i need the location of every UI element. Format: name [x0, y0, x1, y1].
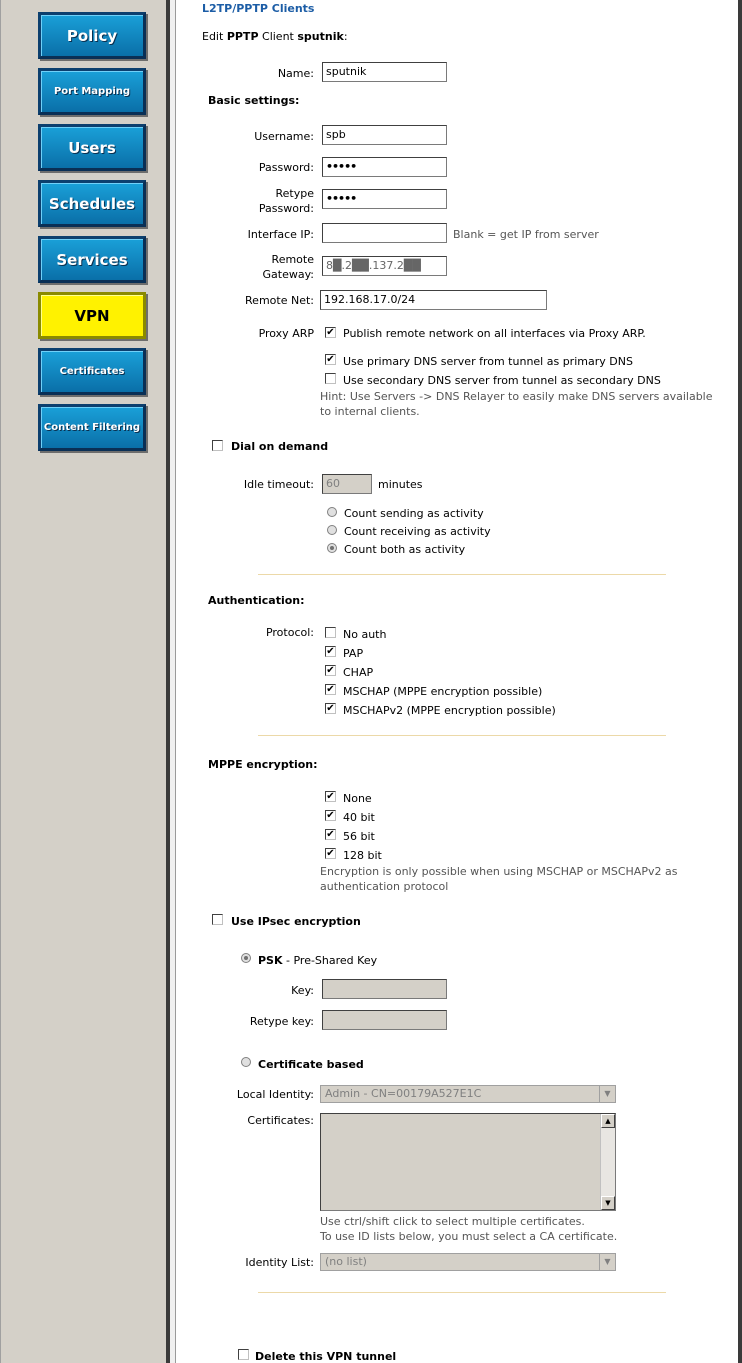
idle-timeout-unit: minutes: [378, 478, 423, 491]
scroll-up-icon[interactable]: ▲: [601, 1114, 615, 1128]
edit-name: sputnik: [297, 30, 344, 43]
remote-gateway-label-2: Gateway:: [262, 268, 314, 281]
nav-schedules-button[interactable]: Schedules: [38, 180, 146, 227]
username-input[interactable]: spb: [322, 125, 447, 145]
secondary-dns-checkbox[interactable]: [325, 373, 336, 384]
count-sending-label: Count sending as activity: [344, 507, 484, 520]
delete-tunnel-checkbox[interactable]: [238, 1349, 249, 1360]
divider: [258, 735, 666, 736]
count-both-label: Count both as activity: [344, 543, 466, 556]
certificates-hint-line-2: To use ID lists below, you must select a CA certificate.: [320, 1230, 618, 1243]
certificate-based-radio[interactable]: [241, 1057, 251, 1067]
dial-on-demand-heading: Dial on demand: [231, 440, 329, 453]
chap-label: CHAP: [343, 666, 374, 679]
edit-heading: [202, 30, 348, 43]
basic-settings-heading: Basic settings:: [208, 94, 300, 107]
count-receiving-label: Count receiving as activity: [344, 525, 491, 538]
interface-ip-input[interactable]: [322, 223, 447, 243]
remote-net-label: Remote Net:: [245, 294, 314, 307]
nav-content-filtering-button[interactable]: Content Filtering: [38, 404, 146, 451]
no-auth-checkbox[interactable]: [325, 627, 336, 638]
local-identity-select[interactable]: [320, 1085, 616, 1103]
count-both-radio[interactable]: [327, 543, 337, 553]
psk-label: [258, 954, 377, 967]
idle-timeout-label: Idle timeout:: [243, 478, 314, 491]
mppe-128bit-label: 128 bit: [343, 849, 382, 862]
mppe-40bit-checkbox[interactable]: ✔: [326, 810, 335, 821]
scroll-down-icon[interactable]: ▼: [601, 1196, 615, 1210]
secondary-dns-text: Use secondary DNS server from tunnel as secondary DNS: [343, 374, 661, 387]
primary-dns-checkbox[interactable]: ✔: [326, 354, 335, 365]
mppe-hint-line-2: authentication protocol: [320, 880, 449, 893]
retype-key-label: Retype key:: [249, 1015, 314, 1028]
remote-gateway-label-1: Remote: [271, 253, 314, 266]
dns-hint-line-2: to internal clients.: [320, 405, 420, 418]
edit-suffix: :: [343, 30, 348, 43]
mppe-none-checkbox[interactable]: ✔: [326, 791, 335, 802]
certificates-scrollbar[interactable]: [600, 1114, 615, 1210]
chevron-down-icon: ▼: [599, 1254, 615, 1270]
psk-label-rest: - Pre-Shared Key: [282, 954, 378, 967]
pap-checkbox[interactable]: ✔: [326, 646, 335, 657]
mschapv2-label: MSCHAPv2 (MPPE encryption possible): [343, 704, 556, 717]
nav-vpn-button[interactable]: VPN: [38, 292, 146, 339]
mppe-hint-line-1: Encryption is only possible when using MSCHAP or MSCHAPv2 as: [320, 865, 678, 878]
local-identity-label: Local Identity:: [236, 1088, 314, 1101]
name-input[interactable]: sputnik: [322, 62, 447, 82]
mppe-128bit-checkbox[interactable]: ✔: [326, 848, 335, 859]
mppe-56bit-label: 56 bit: [343, 830, 375, 843]
authentication-heading: Authentication:: [208, 594, 305, 607]
divider: [258, 574, 666, 575]
sidebar-divider-light: [170, 0, 176, 1363]
retype-key-input[interactable]: [322, 1010, 447, 1030]
retype-password-label-1: Retype: [275, 187, 314, 200]
mppe-56bit-checkbox[interactable]: ✔: [326, 829, 335, 840]
identity-list-label: Identity List:: [245, 1256, 314, 1269]
page-title: L2TP/PPTP Clients: [202, 2, 315, 15]
mschap-label: MSCHAP (MPPE encryption possible): [343, 685, 543, 698]
local-identity-value: Admin - CN=00179A527E1C: [325, 1087, 482, 1100]
certificates-label: Certificates:: [247, 1114, 314, 1127]
username-label: Username:: [254, 130, 314, 143]
count-receiving-radio[interactable]: [327, 525, 337, 535]
primary-dns-text: Use primary DNS server from tunnel as primary DNS: [343, 355, 633, 368]
ipsec-heading: Use IPsec encryption: [231, 915, 361, 928]
interface-ip-hint: Blank = get IP from server: [453, 228, 599, 241]
dial-on-demand-checkbox[interactable]: [212, 440, 223, 451]
dns-hint-line-1: Hint: Use Servers -> DNS Relayer to easily make DNS servers available: [320, 390, 713, 403]
delete-tunnel-label: Delete this VPN tunnel: [255, 1350, 397, 1363]
retype-password-input[interactable]: •••••: [322, 189, 447, 209]
nav-users-button[interactable]: Users: [38, 124, 146, 171]
edit-type: PPTP: [226, 30, 259, 43]
remote-net-input[interactable]: 192.168.17.0/24: [320, 290, 547, 310]
count-sending-radio[interactable]: [327, 507, 337, 517]
nav-services-button[interactable]: Services: [38, 236, 146, 283]
certificates-listbox[interactable]: [320, 1113, 616, 1211]
chap-checkbox[interactable]: ✔: [326, 665, 335, 676]
certificates-hint-line-1: Use ctrl/shift click to select multiple certificates.: [320, 1215, 585, 1228]
chevron-down-icon: ▼: [599, 1086, 615, 1102]
interface-ip-label: Interface IP:: [247, 228, 314, 241]
content-right-edge: [738, 0, 742, 1363]
mschapv2-checkbox[interactable]: ✔: [326, 703, 335, 714]
edit-mid: Client: [262, 30, 294, 43]
key-label: Key:: [291, 984, 314, 997]
nav-port-mapping-button[interactable]: Port Mapping: [38, 68, 146, 115]
identity-list-select[interactable]: [320, 1253, 616, 1271]
mppe-none-label: None: [343, 792, 372, 805]
ipsec-checkbox[interactable]: [212, 914, 223, 925]
proxy-arp-text: Publish remote network on all interfaces via Proxy ARP.: [343, 327, 646, 340]
remote-gateway-input[interactable]: 8█.2██.137.2██: [322, 256, 447, 276]
identity-list-value: (no list): [325, 1255, 367, 1268]
pap-label: PAP: [343, 647, 364, 660]
mppe-heading: MPPE encryption:: [208, 758, 318, 771]
name-label: Name:: [277, 67, 314, 80]
no-auth-label: No auth: [343, 628, 387, 641]
mschap-checkbox[interactable]: ✔: [326, 684, 335, 695]
protocol-label: Protocol:: [265, 626, 314, 639]
mppe-40bit-label: 40 bit: [343, 811, 375, 824]
psk-radio[interactable]: [241, 953, 251, 963]
retype-password-label-2: Password:: [258, 202, 314, 215]
password-input[interactable]: •••••: [322, 157, 447, 177]
nav-policy-button[interactable]: Policy: [38, 12, 146, 59]
divider: [258, 1292, 666, 1293]
key-input[interactable]: [322, 979, 447, 999]
certificate-based-heading: Certificate based: [258, 1058, 364, 1071]
edit-prefix: Edit: [202, 30, 224, 43]
idle-timeout-input[interactable]: 60: [322, 474, 372, 494]
nav-certificates-button[interactable]: Certificates: [38, 348, 146, 395]
proxy-arp-label: Proxy ARP: [258, 327, 314, 340]
proxy-arp-checkbox[interactable]: ✔: [326, 327, 335, 338]
password-label: Password:: [258, 161, 314, 174]
psk-label-bold: PSK: [258, 954, 283, 967]
